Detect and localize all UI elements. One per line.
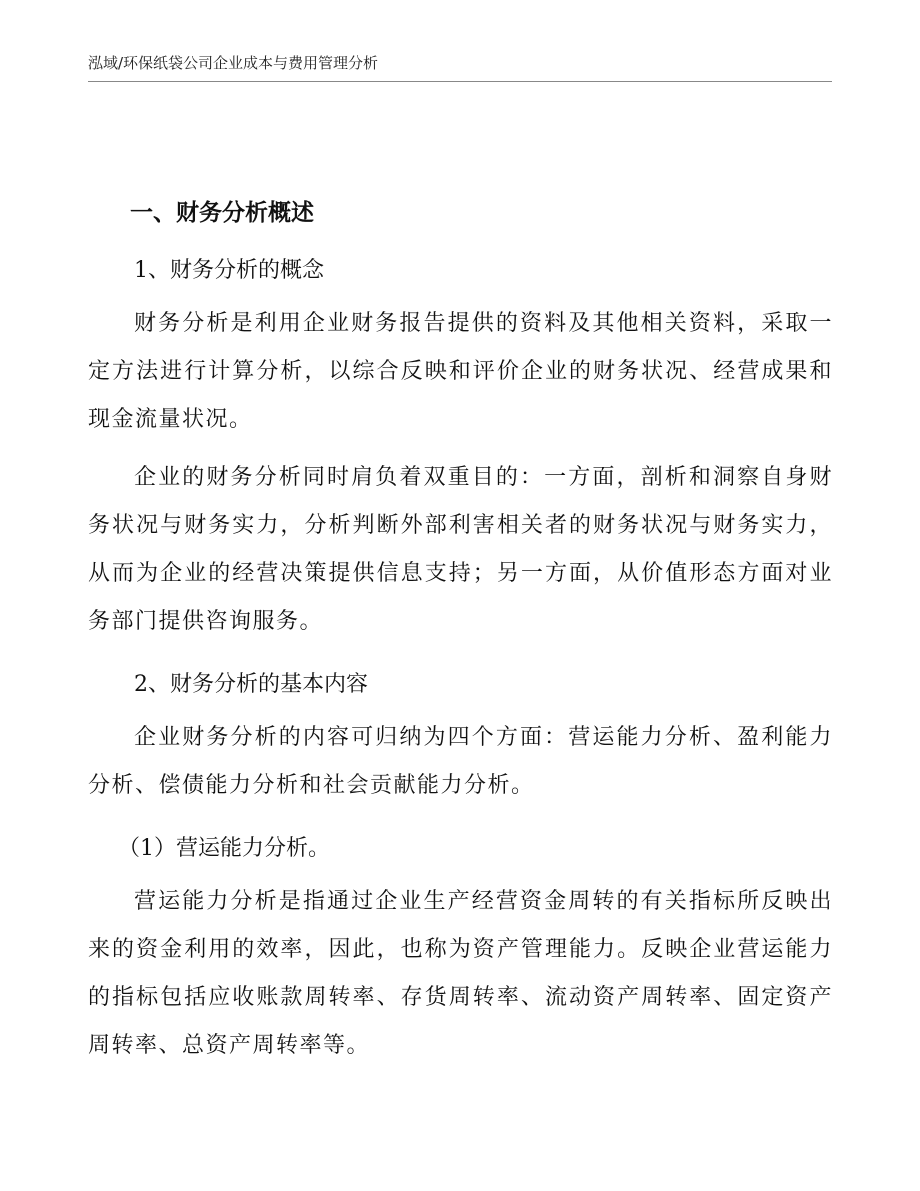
paragraph-concept: 财务分析是利用企业财务报告提供的资料及其他相关资料，采取一定方法进行计算分析，以综合反映和评价企业的财务状况、经营成果和现金流量状况。	[88, 311, 833, 432]
paragraph-purpose: 企业的财务分析同时肩负着双重目的：一方面，剖析和洞察自身财务状况与财务实力，分析判断外部利害相关者的财务状况与财务实力，从而为企业的经营决策提供信息支持；另一方面，从价值形态方面对业务部门提供咨询服务。	[88, 465, 833, 634]
subsection-heading-content: 2、财务分析的基本内容	[134, 672, 368, 697]
item-heading-operating: （1）营运能力分析。	[118, 836, 330, 861]
page-header: 泓域/环保纸袋公司企业成本与费用管理分析	[88, 52, 832, 82]
paragraph-operating: 营运能力分析是指通过企业生产经营资金周转的有关指标所反映出来的资金利用的效率，因此，也称为资产管理能力。反映企业营运能力的指标包括应收账款周转率、存货周转率、流动资产周转率、固定资产周转率、总资产周转率等。	[88, 889, 833, 1058]
paragraph-content: 企业财务分析的内容可归纳为四个方面：营运能力分析、盈利能力分析、偿债能力分析和社会贡献能力分析。	[88, 725, 833, 798]
subsection-heading-concept: 1、财务分析的概念	[134, 258, 324, 283]
document-body	[88, 184, 833, 1080]
section-heading: 一、财务分析概述	[130, 200, 314, 226]
